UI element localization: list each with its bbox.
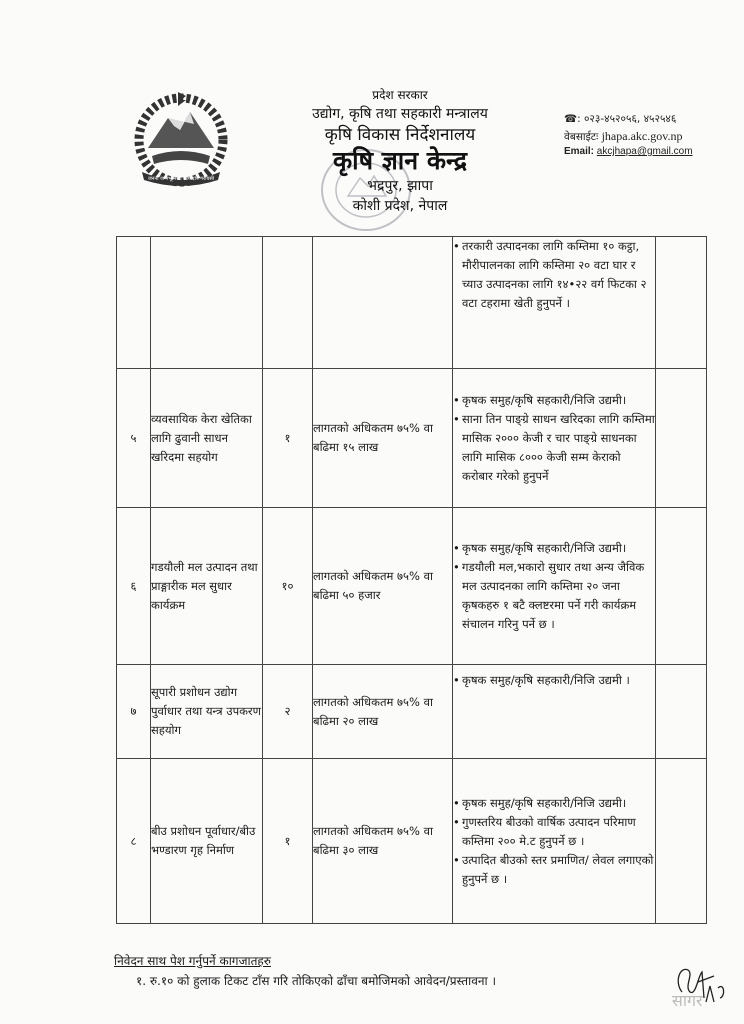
quantity: २ bbox=[263, 665, 313, 759]
eligibility bbox=[453, 759, 656, 924]
signature-stamp-text: सागर bbox=[672, 991, 703, 1010]
website-label: वेबसाईटः bbox=[564, 131, 599, 143]
grant-amount: लागतको अधिकतम ७५% वा बढिमा ५० हजार bbox=[313, 508, 453, 665]
table-row bbox=[117, 237, 707, 369]
eligibility bbox=[453, 237, 656, 369]
grant-amount: लागतको अधिकतम ७५% वा बढिमा २० लाख bbox=[313, 665, 453, 759]
eligibility-item: • गडयौली मल,भकारो सुधार तथा अन्य जैविक मल उत्पादनका लागि कम्तिमा २० जना कृषकहरु १ बटै क्लष्टरमा पर्ने गरी कार्यक्रम संचालन गरिनु पर्ने छ । bbox=[453, 558, 655, 634]
phone-numbers: : ०२३-४५२०५६, ४५२५४६ bbox=[577, 113, 677, 125]
website-link[interactable]: jhapa.akc.gov.np bbox=[601, 129, 683, 143]
header-province-govt: प्रदेश सरकार bbox=[372, 88, 428, 102]
serial-number: ७ bbox=[117, 665, 151, 759]
serial-number: ५ bbox=[117, 369, 151, 508]
header-office-name: कृषि ज्ञान केन्द्र bbox=[332, 146, 468, 175]
header-address-province: कोशी प्रदेश, नेपाल bbox=[352, 198, 448, 214]
grant-amount bbox=[313, 237, 453, 369]
table-row bbox=[117, 508, 707, 665]
program-name: गडयौली मल उत्पादन तथा प्राङ्गारीक मल सुधार कार्यक्रम bbox=[151, 508, 263, 665]
eligibility-item: • गुणस्तरिय बीउको वार्षिक उत्पादन परिमाण कम्तिमा २०० मे.ट हुनुपर्ने छ । bbox=[453, 813, 655, 851]
eligibility bbox=[453, 508, 656, 665]
contact-phone bbox=[564, 112, 676, 126]
grant-amount: लागतको अधिकतम ७५% वा बढिमा १५ लाख bbox=[313, 369, 453, 508]
nepal-emblem-icon bbox=[128, 88, 234, 192]
eligibility-item: • कृषक समुह/कृषि सहकारी/निजि उद्यमी। bbox=[453, 391, 655, 410]
remarks bbox=[656, 369, 707, 508]
email-link[interactable]: akcjhapa@gmail.com bbox=[596, 146, 693, 157]
eligibility bbox=[453, 369, 656, 508]
serial-number bbox=[117, 237, 151, 369]
program-name: बीउ प्रशोधन पूर्वाधार/बीउ भण्डारण गृह निर्माण bbox=[151, 759, 263, 924]
contact-email bbox=[564, 146, 693, 157]
eligibility-item: • कृषक समुह/कृषि सहकारी/निजि उद्यमी । bbox=[453, 671, 655, 690]
phone-icon: ☎ bbox=[564, 113, 578, 125]
eligibility bbox=[453, 665, 656, 759]
quantity: १० bbox=[263, 508, 313, 665]
signature-image bbox=[668, 962, 734, 1012]
quantity bbox=[263, 237, 313, 369]
serial-number: ८ bbox=[117, 759, 151, 924]
eligibility-item: • कृषक समुह/कृषि सहकारी/निजि उद्यमी। bbox=[453, 539, 655, 558]
emblem-motto: जननी जन्मभूमिश्च स्वर्गादपि गरीयसी bbox=[147, 176, 215, 182]
table-row bbox=[117, 665, 707, 759]
header-directorate: कृषि विकास निर्देशनालय bbox=[324, 125, 476, 145]
table-row bbox=[117, 759, 707, 924]
quantity: १ bbox=[263, 369, 313, 508]
contact-website bbox=[564, 129, 682, 144]
program-name: व्यवसायिक केरा खेतिका लागि ढुवानी साधन खरिदमा सहयोग bbox=[151, 369, 263, 508]
remarks bbox=[656, 759, 707, 924]
header-ministry: उद्योग, कृषि तथा सहकारी मन्त्रालय bbox=[312, 106, 488, 122]
grant-amount: लागतको अधिकतम ७५% वा बढिमा ३० लाख bbox=[313, 759, 453, 924]
serial-number: ६ bbox=[117, 508, 151, 665]
required-document-item: १. रु.१० को हुलाक टिकट टाँस गरि तोकिएको ढाँचा बमोजिमको आवेदन/प्रस्तावना । bbox=[136, 974, 497, 988]
eligibility-item: • कृषक समुह/कृषि सहकारी/निजि उद्यमी। bbox=[453, 794, 655, 813]
quantity: १ bbox=[263, 759, 313, 924]
eligibility-item: • उत्पादित बीउको स्तर प्रमाणित/ लेवल लगाएको हुनुपर्ने छ । bbox=[453, 851, 655, 889]
eligibility-item: • साना तिन पाङ्ग्रे साधन खरिदका लागि कम्तिमा मासिक २००० केजी र चार पाङ्ग्रे साधनका लागि मासिक ८००० केजी सम्म केराको करोबार गरेको हुनुपर्ने bbox=[453, 410, 655, 486]
remarks bbox=[656, 665, 707, 759]
program-name bbox=[151, 237, 263, 369]
email-label: Email: bbox=[564, 146, 595, 157]
table-row bbox=[117, 369, 707, 508]
header-address-city: भद्रपुर, झापा bbox=[367, 178, 433, 194]
required-documents-heading: निवेदन साथ पेश गर्नुपर्ने कागजातहरु bbox=[114, 954, 271, 968]
program-name: सूपारी प्रशोधन उद्योग पुर्वाधार तथा यन्त्र उपकरण सहयोग bbox=[151, 665, 263, 759]
remarks bbox=[656, 237, 707, 369]
program-table bbox=[116, 236, 707, 924]
remarks bbox=[656, 508, 707, 665]
eligibility-item: • तरकारी उत्पादनका लागि कम्तिमा १० कट्ठा, मौरीपालनका लागि कम्तिमा २० वटा घार र च्याउ उत्पादनका लागि १४•२२ वर्ग फिटका २ वटा टहरामा खेती हुनुपर्ने । bbox=[453, 237, 655, 313]
